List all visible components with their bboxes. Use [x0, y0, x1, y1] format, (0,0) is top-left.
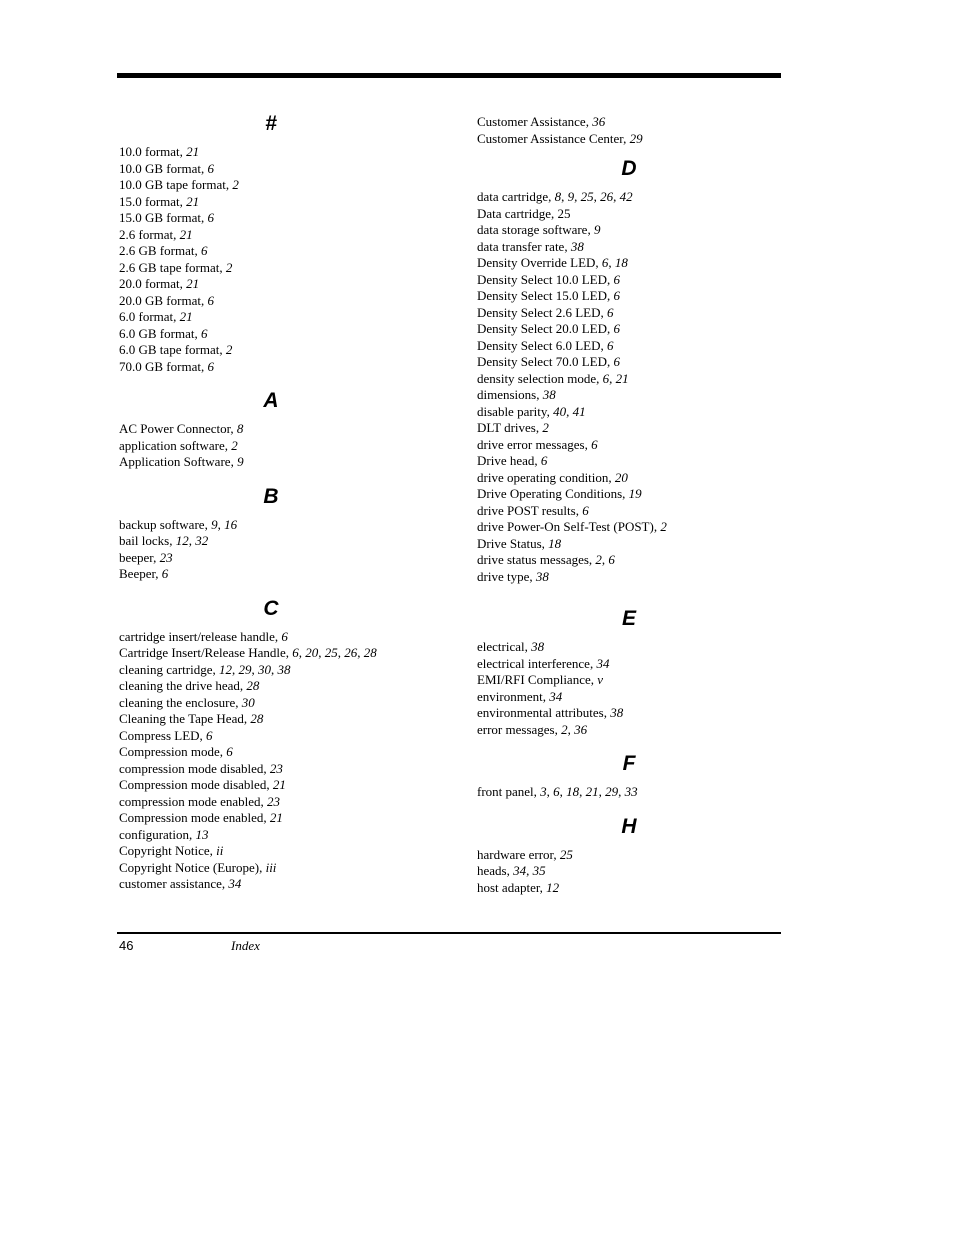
index-entry: Drive Operating Conditions, 19 [477, 486, 642, 501]
page-reference: 12 [218, 661, 232, 677]
page-reference: 25 [324, 645, 338, 660]
page-reference: 35 [532, 863, 546, 878]
index-entry: data transfer rate, 38 [477, 238, 584, 254]
page-reference: 6 [207, 358, 214, 374]
index-section [477, 815, 797, 897]
index-entry: drive operating condition, 20 [477, 469, 628, 485]
index-term: Data cartridge, 25 [477, 205, 571, 221]
index-entry: 20.0 GB format, 6 [119, 292, 214, 308]
index-term: environment [477, 688, 543, 704]
index-entry: Customer Assistance Center, 29 [477, 130, 643, 146]
index-entry: Density Select 6.0 LED, 6 [477, 337, 614, 353]
page-reference: 42 [619, 189, 633, 204]
index-term: Copyright Notice [119, 843, 210, 858]
index-term: 70.0 GB format [119, 358, 201, 374]
index-term: Compression mode [119, 744, 220, 759]
index-term: Density Select 15.0 LED [477, 288, 607, 303]
section-letter-heading: B [263, 484, 279, 508]
page-reference: 29 [238, 661, 252, 677]
page-reference: 23 [267, 793, 281, 809]
page-reference: ii [216, 843, 224, 858]
page-reference: 6 [161, 566, 169, 581]
index-entry: bail locks, 12, 32 [119, 533, 209, 548]
index-entry: 6.0 GB format, 6 [119, 325, 208, 341]
index-term: electrical [477, 639, 525, 654]
index-section [119, 112, 439, 375]
page-reference: 23 [269, 760, 283, 776]
index-entry: Application Software, 9 [119, 454, 244, 469]
index-entry: Compression mode, 6 [119, 744, 233, 759]
page-reference: 36 [574, 721, 588, 737]
index-term: Density Select 2.6 LED [477, 304, 601, 320]
index-term: drive Power-On Self-Test (POST) [477, 519, 654, 534]
index-term: application software [119, 437, 225, 453]
page-reference: 6 [606, 304, 614, 320]
index-entry: 15.0 format, 21 [119, 193, 200, 209]
page-reference: 9 [211, 516, 218, 532]
page-reference: 38 [610, 705, 624, 720]
page-reference: 34 [228, 876, 242, 891]
index-term: configuration [119, 826, 190, 842]
index-entry: 6.0 GB tape format, 2 [119, 342, 233, 357]
page-reference: 41 [572, 403, 586, 419]
index-term: backup software [119, 516, 205, 532]
page-reference: 12 [546, 879, 560, 895]
index-entry: disable parity, 40, 41 [477, 403, 586, 419]
index-entry: 2.6 format, 21 [119, 226, 193, 242]
page-reference: 16 [224, 516, 238, 532]
index-term: electrical interference [477, 655, 590, 671]
page-reference: 6 [281, 628, 288, 644]
index-entry: hardware error, 25 [477, 846, 573, 862]
index-column-left [119, 112, 439, 893]
page-reference: 6 [226, 744, 233, 759]
index-entry: drive type, 38 [477, 568, 549, 584]
page-reference: 21 [272, 777, 286, 792]
index-entry: Density Select 10.0 LED, 6 [477, 271, 620, 287]
page-reference: 25 [580, 189, 594, 204]
section-letter-heading: H [621, 814, 637, 838]
page-reference: 40 [553, 403, 567, 419]
page-reference: 38 [570, 238, 584, 254]
page-number: 46 [119, 938, 134, 953]
page-reference: 9 [567, 189, 575, 204]
page-reference: 6 [540, 453, 548, 468]
index-term: Density Override LED [477, 255, 596, 270]
index-term: Drive Operating Conditions [477, 486, 623, 501]
index-term: Customer Assistance [477, 114, 586, 129]
index-term: Density Select 20.0 LED [477, 321, 607, 336]
page-reference: 20 [305, 645, 319, 660]
index-term: 20.0 format [119, 276, 180, 291]
index-term: Compression mode disabled [119, 777, 267, 792]
index-term: 20.0 GB format [119, 292, 201, 308]
index-entry: Copyright Notice (Europe), iii [119, 859, 277, 875]
page-reference: 38 [531, 639, 545, 654]
page-reference: 18 [614, 255, 628, 270]
index-entry: 2.6 GB format, 6 [119, 243, 208, 258]
index-term: 2.6 GB tape format [119, 259, 220, 275]
page-reference: 6 [601, 255, 609, 270]
index-term: AC Power Connector [119, 421, 231, 436]
section-letter-heading: D [621, 157, 637, 180]
index-entry: Density Select 70.0 LED, 6 [477, 354, 620, 369]
index-term: Beeper [119, 566, 156, 581]
index-entry: electrical interference, 34 [477, 655, 610, 671]
index-term: 15.0 GB format [119, 210, 201, 225]
index-entry: drive POST results, 6 [477, 502, 589, 518]
index-entry: 15.0 GB format, 6 [119, 210, 214, 225]
index-entry: application software, 2 [119, 437, 238, 453]
index-entry: configuration, 13 [119, 826, 209, 842]
index-term: Density Select 6.0 LED [477, 337, 601, 353]
index-term: 15.0 format [119, 193, 180, 209]
index-entry: Density Select 20.0 LED, 6 [477, 321, 620, 336]
index-entry: Customer Assistance, 36 [477, 114, 606, 129]
index-entry: Drive head, 6 [477, 453, 548, 468]
page-reference: 6 [207, 210, 214, 225]
index-term: cleaning cartridge [119, 661, 213, 677]
index-entry: Density Select 15.0 LED, 6 [477, 288, 620, 303]
index-term: Density Select 70.0 LED [477, 354, 607, 369]
index-term: heads [477, 863, 507, 878]
page-reference: 6 [582, 502, 589, 518]
index-entry: Density Select 2.6 LED, 6 [477, 304, 614, 320]
index-entry: compression mode enabled, 23 [119, 793, 281, 809]
page-reference: 21 [186, 193, 200, 209]
index-entry: Density Override LED, 6, 18 [477, 255, 628, 270]
index-term: data transfer rate [477, 238, 565, 254]
index-term: 10.0 GB format [119, 160, 201, 176]
index-entry: DLT drives, 2 [477, 420, 549, 435]
page-reference: 38 [542, 387, 556, 402]
page-reference: 25 [559, 846, 573, 862]
page-reference: 3 [540, 784, 547, 799]
index-term: 6.0 GB tape format [119, 342, 220, 357]
index-entry: environment, 34 [477, 688, 563, 704]
index-term: Compress LED [119, 727, 200, 743]
page-reference: 38 [535, 568, 549, 584]
page-reference: 29 [629, 130, 643, 146]
footer-title: Index [231, 938, 260, 953]
index-term: error messages [477, 721, 555, 737]
page-reference: 34 [513, 863, 527, 878]
page-reference: 2 [225, 342, 233, 357]
index-entry: Drive Status, 18 [477, 535, 562, 551]
index-entry: Cartridge Insert/Release Handle, 6, 20, 25, 26, 28 [119, 645, 377, 660]
index-entry: compression mode disabled, 23 [119, 760, 283, 776]
index-entry: density selection mode, 6, 21 [477, 370, 629, 386]
index-term: 6.0 GB format [119, 325, 195, 341]
index-term: Compression mode enabled [119, 810, 264, 825]
index-entry: Compression mode enabled, 21 [119, 810, 283, 825]
page-reference: 32 [195, 533, 209, 548]
page-reference: 2 [232, 177, 239, 192]
page-reference: 18 [548, 535, 562, 551]
page-reference: 6 [613, 354, 620, 369]
index-term: Customer Assistance Center [477, 130, 624, 146]
index-term: 10.0 GB tape format [119, 177, 226, 192]
page-reference: 23 [159, 549, 173, 565]
index-term: data cartridge [477, 189, 549, 204]
page-reference: 21 [186, 276, 200, 291]
page-reference: 28 [363, 645, 377, 660]
page-reference: 18 [566, 784, 580, 799]
page-reference: 6 [200, 325, 208, 341]
page-reference: 13 [195, 826, 209, 842]
index-entry: data storage software, 9 [477, 222, 601, 237]
index-term: dimensions [477, 387, 537, 402]
index-term: compression mode enabled [119, 793, 261, 809]
index-entry: beeper, 23 [119, 549, 173, 565]
index-term: density selection mode [477, 370, 597, 386]
index-term: customer assistance [119, 876, 222, 891]
index-term: drive operating condition [477, 469, 609, 485]
page-reference: 30 [241, 694, 255, 710]
section-letter-heading: E [621, 607, 636, 630]
index-term: Drive head [477, 453, 535, 468]
section-letter-heading: F [622, 752, 636, 775]
index-entry: 10.0 GB format, 6 [119, 160, 214, 176]
index-entry: cartridge insert/release handle, 6 [119, 628, 288, 644]
index-entry: drive Power-On Self-Test (POST), 2 [477, 519, 667, 534]
page-reference: 19 [628, 486, 642, 501]
page-reference: 6 [613, 321, 620, 336]
index-term: 10.0 format [119, 144, 180, 159]
page-reference: 38 [277, 661, 291, 677]
index-entry: EMI/RFI Compliance, v [477, 672, 604, 687]
index-entry: front panel, 3, 6, 18, 21, 29, 33 [477, 784, 638, 799]
index-section [119, 597, 439, 893]
page-reference: 8 [554, 189, 562, 204]
page-reference: 21 [179, 226, 193, 242]
page-reference: 21 [585, 784, 599, 799]
index-term: 2.6 GB format [119, 243, 195, 258]
index-entry: error messages, 2, 36 [477, 721, 588, 737]
page-reference: 6 [606, 337, 614, 353]
index-term: drive error messages [477, 436, 585, 452]
index-entry: drive error messages, 6 [477, 436, 598, 452]
page-reference: 28 [250, 711, 264, 726]
index-term: Copyright Notice (Europe) [119, 859, 260, 875]
index-term: disable parity [477, 403, 547, 419]
index-entry: 6.0 format, 21 [119, 309, 193, 324]
index-entry: heads, 34, 35 [477, 863, 546, 878]
page-reference: 2 [225, 259, 233, 275]
index-term: DLT drives [477, 420, 536, 435]
index-entry: Beeper, 6 [119, 566, 169, 581]
page-reference: 6 [200, 243, 208, 258]
page-reference: 21 [179, 309, 193, 324]
section-letter-heading: # [265, 112, 277, 135]
page-reference: 6 [292, 645, 299, 660]
page-reference: 12 [175, 533, 189, 548]
page-reference: 2 [542, 420, 549, 435]
index-entry: host adapter, 12 [477, 879, 560, 895]
index-entry: 10.0 GB tape format, 2 [119, 177, 239, 192]
index-term: drive POST results [477, 502, 576, 518]
page-reference: v [597, 672, 604, 687]
index-entry: electrical, 38 [477, 639, 545, 654]
index-term: bail locks [119, 533, 170, 548]
index-entry: customer assistance, 34 [119, 876, 242, 891]
page-reference: 20 [614, 469, 628, 485]
page-reference: 9 [593, 222, 601, 237]
page-reference: iii [265, 859, 277, 875]
index-entry: AC Power Connector, 8 [119, 421, 244, 436]
index-section [477, 114, 797, 147]
page-reference: 30 [257, 661, 271, 677]
page-reference: 26 [600, 189, 614, 204]
index-term: Cartridge Insert/Release Handle [119, 645, 286, 660]
index-term: 6.0 format [119, 309, 174, 324]
page-reference: 2 [561, 721, 568, 737]
index-term: hardware error [477, 846, 554, 862]
page-reference: 6 [613, 288, 620, 303]
index-entry: cleaning cartridge, 12, 29, 30, 38 [119, 661, 291, 677]
index-entry: drive status messages, 2, 6 [477, 552, 615, 567]
page-reference: 6 [608, 552, 615, 567]
index-entry: backup software, 9, 16 [119, 516, 238, 532]
index-term: front panel [477, 784, 534, 799]
index-section [477, 157, 797, 585]
index-entry: Cleaning the Tape Head, 28 [119, 711, 264, 726]
index-term: beeper [119, 549, 154, 565]
page-reference: 26 [344, 645, 358, 660]
page-reference: 6 [207, 292, 214, 308]
index-column-right [477, 114, 797, 896]
page-reference: 34 [596, 655, 610, 671]
section-letter-heading: A [263, 389, 279, 412]
page-reference: 21 [615, 370, 629, 386]
index-term: Density Select 10.0 LED [477, 271, 607, 287]
index-term: cartridge insert/release handle [119, 628, 275, 644]
page-reference: 6 [206, 727, 213, 743]
index-term: Application Software [119, 454, 231, 469]
index-term: cleaning the enclosure [119, 694, 236, 710]
page-reference: 28 [246, 678, 260, 693]
index-term: data storage software [477, 222, 588, 237]
index-entry: 70.0 GB format, 6 [119, 358, 214, 374]
page-reference: 29 [605, 784, 619, 799]
index-term: compression mode disabled [119, 760, 264, 776]
page-reference: 36 [592, 114, 606, 129]
index-entry [477, 206, 797, 223]
index-entry: Copyright Notice, ii [119, 843, 224, 858]
page-reference: 2 [660, 519, 667, 534]
page-reference: 34 [549, 688, 563, 704]
index-entry: environmental attributes, 38 [477, 705, 624, 720]
index-term: drive status messages [477, 552, 589, 567]
index-entry: 20.0 format, 21 [119, 276, 200, 291]
index-section [119, 485, 439, 583]
page-reference: 6 [613, 271, 620, 287]
index-section [477, 607, 797, 738]
index-section [477, 752, 797, 801]
page-reference: 33 [624, 784, 638, 799]
index-term: Cleaning the Tape Head [119, 711, 244, 726]
page-reference: 2 [231, 437, 238, 453]
page-reference: 9 [237, 454, 244, 469]
page-reference: 6 [602, 370, 610, 386]
page-reference: 21 [269, 810, 283, 825]
index-term: drive type [477, 568, 530, 584]
index-term: host adapter [477, 879, 540, 895]
index-entry: cleaning the enclosure, 30 [119, 694, 255, 710]
index-term: Drive Status [477, 535, 542, 551]
page-reference: 6 [207, 160, 214, 176]
index-entry: Compress LED, 6 [119, 727, 213, 743]
index-section [119, 389, 439, 471]
index-term: cleaning the drive head [119, 678, 240, 693]
index-entry: cleaning the drive head, 28 [119, 678, 260, 693]
page-reference: 6 [591, 436, 598, 452]
index-entry: 2.6 GB tape format, 2 [119, 259, 233, 275]
page-reference: 21 [186, 144, 200, 159]
index-term: EMI/RFI Compliance [477, 672, 591, 687]
index-entry: Compression mode disabled, 21 [119, 777, 286, 792]
index-term: 2.6 format [119, 226, 174, 242]
index-entry: data cartridge, 8, 9, 25, 26, 42 [477, 189, 633, 204]
index-entry: dimensions, 38 [477, 387, 556, 402]
section-letter-heading: C [263, 596, 279, 620]
header-rule [117, 73, 781, 78]
page-reference: 6 [553, 784, 560, 799]
index-entry: 10.0 format, 21 [119, 144, 200, 159]
page-reference: 8 [236, 421, 244, 436]
index-term: environmental attributes [477, 705, 604, 720]
footer-rule [117, 932, 781, 934]
page-reference: 2 [595, 552, 602, 567]
